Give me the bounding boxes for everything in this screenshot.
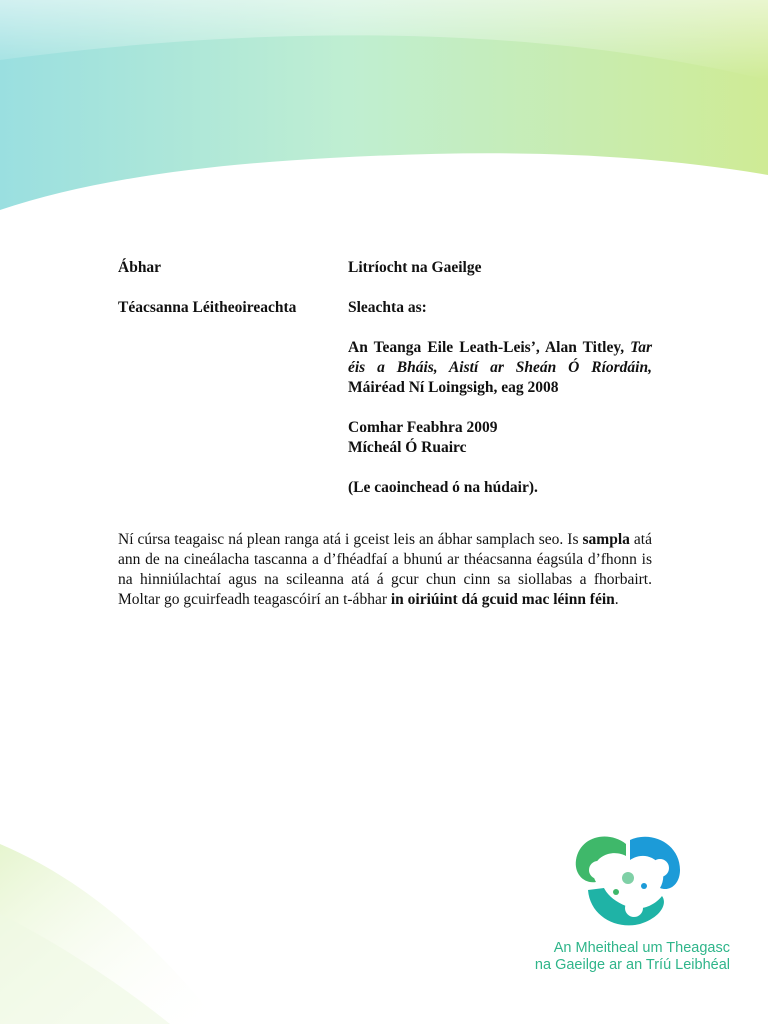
source2-line1: Comhar Feabhra 2009 — [348, 419, 498, 436]
texts-value: Sleachta as: — [348, 299, 427, 316]
texts-label: Téacsanna Léitheoireachta — [118, 299, 297, 316]
subject-row — [118, 258, 652, 278]
source1-title: Tar éis a Bháis, Aistí ar Sheán Ó Ríordáin, — [348, 339, 652, 376]
subject-label: Ábhar — [118, 259, 162, 276]
subject-value: Litríocht na Gaeilge — [348, 259, 482, 276]
intro-text-2: atá ann de na cineálacha tascanna a d’fhéadfaí a bhunú ar théacsanna éagsúla d’fhonn is na hinniúlachtaí agus na scileanna atá á gcur chun cinn sa siollabas a fhorbairt. Moltar go gcuirfeadh teagascóirí an t-ábhar — [118, 531, 652, 608]
intro-text-3: . — [614, 591, 619, 608]
source1-citation — [348, 338, 652, 398]
document-metadata — [118, 258, 652, 498]
top-gradient-banner — [0, 0, 768, 240]
source1-part2: Máiréad Ní Loingsigh, eag 2008 — [348, 379, 559, 396]
logo-line-1: An Mheitheal um Theagasc — [553, 940, 730, 956]
intro-text-1: Ní cúrsa teagaisc ná plean ranga atá i gceist leis an ábhar samplach seo. Is — [118, 531, 583, 548]
logo-caption — [530, 940, 730, 974]
intro-bold-1: sampla — [582, 531, 630, 548]
source2-line2: Mícheál Ó Ruairc — [348, 439, 467, 456]
organisation-logo — [530, 826, 730, 976]
intro-paragraph — [118, 530, 652, 610]
source2-citation — [348, 418, 652, 458]
source1-row — [118, 338, 652, 398]
source2-row — [118, 418, 652, 458]
texts-row — [118, 298, 652, 318]
permission-row — [118, 478, 652, 498]
logo-line-2: na Gaeilge ar an Tríú Leibhéal — [534, 957, 730, 973]
intro-bold-2: in oiriúint dá gcuid mac léinn féin — [390, 591, 615, 608]
source1-part1: An Teanga Eile Leath-Leis’, Alan Titley, — [348, 339, 631, 356]
permission-note: (Le caoinchead ó na húdair). — [348, 479, 538, 496]
triskele-logo-icon — [568, 826, 688, 936]
